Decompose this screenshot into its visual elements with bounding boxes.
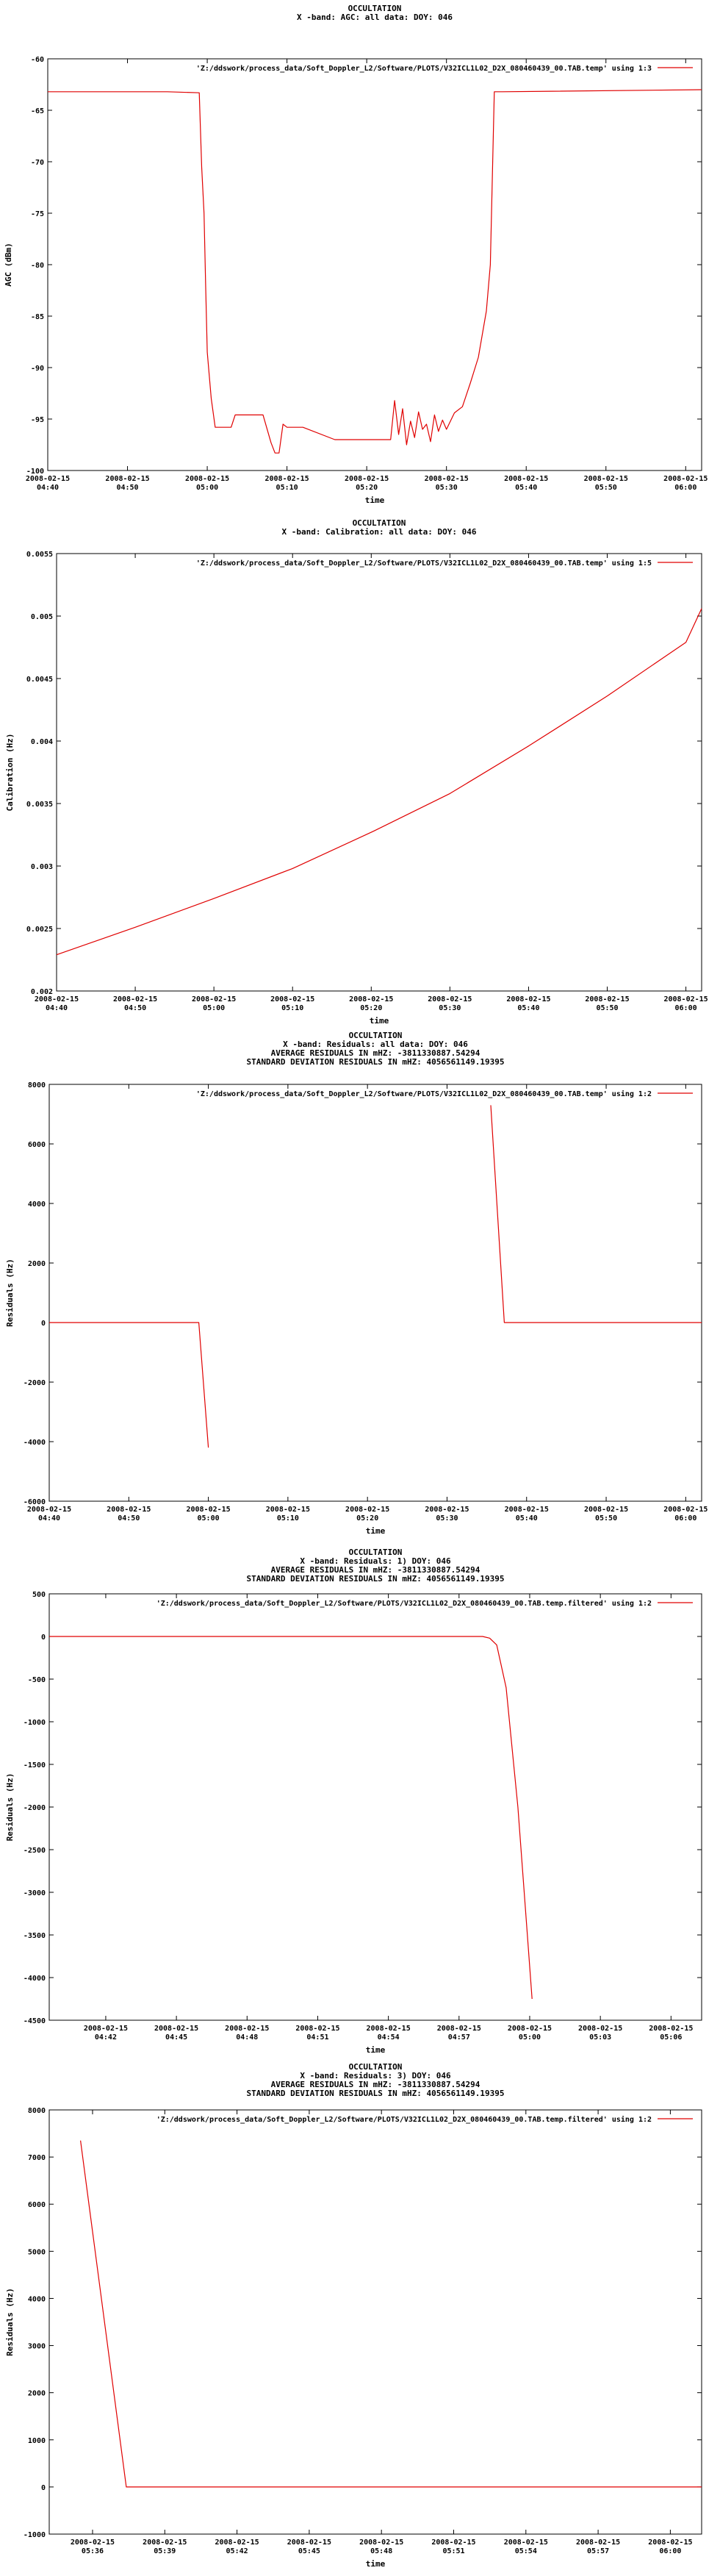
- chart-title-line: AVERAGE RESIDUALS IN mHZ: -3811330887.54294: [270, 2080, 480, 2089]
- x-tick-label-time: 05:54: [514, 2547, 537, 2555]
- y-tick-label: -2000: [23, 1804, 46, 1812]
- x-tick-label-time: 05:45: [298, 2547, 320, 2555]
- legend-label: 'Z:/ddswork/process_data/Soft_Doppler_L2/Software/PLOTS/V32ICL1L02_D2X_080460439_00.TAB.temp.filtered' using 1:2: [156, 2116, 652, 2124]
- chart-title-line: OCCULTATION: [348, 1031, 403, 1040]
- series-line-1: [81, 2141, 702, 2487]
- y-tick-label: -1000: [23, 2531, 46, 2539]
- x-tick-label-date: 2008-02-15: [648, 2539, 693, 2547]
- x-tick-label-time: 04:50: [116, 484, 139, 492]
- y-tick-label: -2000: [23, 1379, 46, 1387]
- x-tick-label-time: 05:36: [81, 2547, 104, 2555]
- chart-svg: [0, 0, 720, 515]
- x-tick-label-time: 05:06: [660, 2033, 683, 2042]
- y-tick-label: -4000: [23, 1975, 46, 1983]
- x-tick-label-date: 2008-02-15: [154, 2025, 199, 2033]
- chart-title-line: X -band: Calibration: all data: DOY: 046: [281, 527, 477, 537]
- chart-title-line: X -band: Residuals: 3) DOY: 046: [300, 2071, 451, 2081]
- y-tick-label: -100: [26, 468, 44, 476]
- y-tick-label: -70: [30, 159, 44, 167]
- x-tick-label-date: 2008-02-15: [431, 2539, 476, 2547]
- x-tick-label-time: 04:40: [45, 1004, 68, 1012]
- chart-title-line: X -band: Residuals: 1) DOY: 046: [300, 1556, 451, 1566]
- chart-panel-4: [0, 1544, 720, 2058]
- x-tick-label-time: 04:50: [124, 1004, 147, 1012]
- chart-title-line: OCCULTATION: [348, 1548, 403, 1557]
- y-tick-label: 4000: [27, 1201, 46, 1209]
- y-tick-label: 4000: [27, 2295, 46, 2304]
- chart-svg: [0, 1029, 720, 1544]
- x-tick-label-date: 2008-02-15: [578, 2025, 623, 2033]
- y-tick-label: 0: [40, 1634, 46, 1642]
- y-tick-label: 5000: [27, 2248, 46, 2257]
- y-tick-label: -6000: [23, 1498, 46, 1506]
- y-tick-label: -65: [30, 107, 44, 115]
- y-tick-label: -75: [30, 210, 44, 218]
- chart-svg: [0, 515, 720, 1029]
- plot-frame: [49, 1594, 702, 2020]
- y-tick-label: 3000: [27, 2342, 46, 2351]
- x-tick-label-date: 2008-02-15: [345, 1506, 390, 1514]
- x-tick-label-date: 2008-02-15: [225, 2025, 270, 2033]
- chart-title-line: STANDARD DEVIATION RESIDUALS IN mHZ: 4056561149.19395: [246, 2089, 505, 2098]
- x-tick-label-time: 05:20: [360, 1004, 383, 1012]
- x-tick-label-time: 06:00: [674, 1514, 697, 1523]
- y-tick-label: 8000: [27, 1081, 46, 1090]
- x-tick-label-date: 2008-02-15: [428, 995, 472, 1003]
- x-tick-label-time: 04:48: [236, 2033, 259, 2042]
- y-tick-label: 0.0025: [26, 926, 53, 934]
- y-axis-label: AGC (dBm): [4, 243, 13, 287]
- x-tick-label-date: 2008-02-15: [425, 1506, 469, 1514]
- x-tick-label-date: 2008-02-15: [184, 475, 230, 483]
- x-axis-label: time: [365, 2559, 386, 2569]
- x-tick-label-time: 05:30: [435, 484, 458, 492]
- x-tick-label-time: 05:40: [515, 1514, 538, 1523]
- x-tick-label-date: 2008-02-15: [143, 2539, 187, 2547]
- chart-title-line: X -band: AGC: all data: DOY: 046: [297, 12, 453, 22]
- x-tick-label-date: 2008-02-15: [345, 475, 389, 483]
- x-axis-label: time: [365, 2045, 386, 2055]
- x-tick-label-date: 2008-02-15: [366, 2025, 411, 2033]
- series-line-1: [48, 90, 702, 453]
- x-axis-label: time: [369, 1016, 389, 1026]
- chart-panel-1: [0, 0, 720, 515]
- x-tick-label-date: 2008-02-15: [105, 475, 150, 483]
- legend-label: 'Z:/ddswork/process_data/Soft_Doppler_L2/Software/PLOTS/V32ICL1L02_D2X_080460439_00.TAB.temp' using 1:3: [195, 65, 652, 73]
- x-tick-label-date: 2008-02-15: [112, 995, 158, 1003]
- y-tick-label: 0.004: [30, 738, 53, 746]
- x-tick-label-date: 2008-02-15: [186, 1506, 231, 1514]
- x-axis-label: time: [365, 1526, 386, 1536]
- x-tick-label-time: 05:20: [356, 484, 378, 492]
- y-tick-label: 8000: [27, 2107, 46, 2115]
- y-tick-label: -4500: [23, 2017, 46, 2025]
- plot-frame: [57, 554, 702, 991]
- x-tick-label-date: 2008-02-15: [663, 1506, 708, 1514]
- x-tick-label-time: 05:50: [596, 1004, 619, 1012]
- legend-label: 'Z:/ddswork/process_data/Soft_Doppler_L2/Software/PLOTS/V32ICL1L02_D2X_080460439_00.TAB.temp' using 1:2: [195, 1090, 652, 1098]
- x-tick-label-date: 2008-02-15: [507, 2025, 552, 2033]
- y-tick-label: 6000: [27, 1141, 46, 1149]
- chart-title-line: AVERAGE RESIDUALS IN mHZ: -3811330887.54294: [270, 1048, 480, 1058]
- x-tick-label-time: 05:10: [276, 1514, 299, 1523]
- x-tick-label-time: 05:40: [517, 1004, 540, 1012]
- y-tick-label: 1000: [27, 2436, 46, 2445]
- x-tick-label-time: 05:00: [203, 1004, 226, 1012]
- x-tick-label-time: 06:00: [674, 1004, 697, 1012]
- x-tick-label-date: 2008-02-15: [424, 475, 469, 483]
- series-line-1: [57, 609, 702, 955]
- x-tick-label-time: 04:51: [306, 2033, 329, 2042]
- x-tick-label-date: 2008-02-15: [25, 475, 71, 483]
- x-tick-label-date: 2008-02-15: [265, 1506, 310, 1514]
- x-tick-label-time: 05:03: [589, 2033, 612, 2042]
- chart-panel-2: [0, 515, 720, 1029]
- chart-panel-5: [0, 2058, 720, 2573]
- x-tick-label-time: 05:42: [226, 2547, 248, 2555]
- y-tick-label: -60: [30, 56, 44, 64]
- series-line-1: [49, 1323, 209, 1448]
- chart-panel-3: [0, 1029, 720, 1544]
- x-tick-label-time: 05:10: [281, 1004, 304, 1012]
- x-tick-label-time: 05:51: [442, 2547, 465, 2555]
- x-tick-label-date: 2008-02-15: [504, 1506, 549, 1514]
- x-tick-label-time: 05:20: [356, 1514, 379, 1523]
- y-tick-label: -1500: [23, 1761, 46, 1770]
- x-tick-label-time: 06:00: [659, 2547, 682, 2555]
- y-tick-label: -85: [30, 313, 44, 321]
- y-axis-label: Residuals (Hz): [5, 1259, 15, 1327]
- y-tick-label: -3500: [23, 1932, 46, 1940]
- x-tick-label-date: 2008-02-15: [585, 995, 630, 1003]
- x-tick-label-time: 04:45: [165, 2033, 188, 2042]
- y-tick-label: -95: [30, 416, 44, 424]
- x-tick-label-date: 2008-02-15: [270, 995, 315, 1003]
- y-tick-label: -3000: [23, 1889, 46, 1897]
- x-tick-label-date: 2008-02-15: [107, 1506, 151, 1514]
- x-tick-label-time: 05:50: [594, 1514, 618, 1523]
- y-tick-label: 2000: [27, 2389, 46, 2398]
- x-tick-label-time: 05:10: [276, 484, 298, 492]
- y-tick-label: -4000: [23, 1439, 46, 1447]
- x-tick-label-time: 04:40: [36, 484, 60, 492]
- x-tick-label-date: 2008-02-15: [504, 475, 549, 483]
- plot-frame: [49, 1084, 702, 1501]
- x-tick-label-date: 2008-02-15: [295, 2025, 340, 2033]
- x-tick-label-time: 05:48: [370, 2547, 393, 2555]
- x-tick-label-time: 05:00: [518, 2033, 541, 2042]
- y-tick-label: 6000: [27, 2201, 46, 2210]
- y-tick-label: -90: [30, 365, 44, 373]
- x-tick-label-time: 04:50: [118, 1514, 140, 1523]
- x-tick-label-date: 2008-02-15: [83, 2025, 129, 2033]
- x-tick-label-time: 05:00: [197, 1514, 220, 1523]
- x-tick-label-date: 2008-02-15: [34, 995, 79, 1003]
- chart-title-line: STANDARD DEVIATION RESIDUALS IN mHZ: 4056561149.19395: [246, 1574, 505, 1584]
- x-tick-label-date: 2008-02-15: [663, 995, 708, 1003]
- x-tick-label-date: 2008-02-15: [583, 1506, 629, 1514]
- x-tick-label-time: 05:57: [587, 2547, 610, 2555]
- x-tick-label-date: 2008-02-15: [359, 2539, 404, 2547]
- chart-title-line: AVERAGE RESIDUALS IN mHZ: -3811330887.54294: [270, 1565, 480, 1575]
- x-tick-label-date: 2008-02-15: [575, 2539, 621, 2547]
- y-tick-label: 0.005: [30, 613, 53, 621]
- x-tick-label-date: 2008-02-15: [192, 995, 237, 1003]
- x-tick-label-time: 05:40: [515, 484, 538, 492]
- plot-frame: [48, 59, 702, 471]
- x-tick-label-date: 2008-02-15: [506, 995, 551, 1003]
- x-tick-label-time: 05:00: [196, 484, 219, 492]
- x-tick-label-time: 04:57: [447, 2033, 470, 2042]
- y-tick-label: -1000: [23, 1719, 46, 1727]
- x-tick-label-time: 05:39: [154, 2547, 176, 2555]
- y-axis-label: Residuals (Hz): [5, 1772, 15, 1842]
- x-tick-label-date: 2008-02-15: [287, 2539, 331, 2547]
- y-tick-label: 500: [32, 1591, 46, 1599]
- x-tick-label-date: 2008-02-15: [583, 475, 628, 483]
- y-tick-label: 0: [40, 1320, 46, 1328]
- y-tick-label: 0.0045: [26, 676, 53, 684]
- series-line-1: [49, 1636, 532, 1999]
- y-tick-label: 0: [40, 2483, 46, 2492]
- legend-label: 'Z:/ddswork/process_data/Soft_Doppler_L2/Software/PLOTS/V32ICL1L02_D2X_080460439_00.TAB.temp.filtered' using 1:2: [156, 1600, 652, 1608]
- chart-title-line: X -band: Residuals: all data: DOY: 046: [283, 1040, 468, 1049]
- x-tick-label-date: 2008-02-15: [663, 475, 708, 483]
- legend-label: 'Z:/ddswork/process_data/Soft_Doppler_L2/Software/PLOTS/V32ICL1L02_D2X_080460439_00.TAB.temp' using 1:5: [195, 559, 652, 568]
- chart-svg: [0, 2058, 720, 2573]
- y-tick-label: -80: [30, 262, 44, 270]
- x-tick-label-date: 2008-02-15: [436, 2025, 481, 2033]
- x-tick-label-time: 06:00: [674, 484, 697, 492]
- x-tick-label-date: 2008-02-15: [503, 2539, 548, 2547]
- chart-svg: [0, 1544, 720, 2058]
- y-tick-label: 0.003: [30, 863, 53, 871]
- chart-title-line: OCCULTATION: [348, 2062, 403, 2072]
- x-tick-label-date: 2008-02-15: [349, 995, 394, 1003]
- y-tick-label: 0.002: [30, 988, 53, 996]
- x-tick-label-date: 2008-02-15: [70, 2539, 115, 2547]
- y-tick-label: 7000: [27, 2154, 46, 2163]
- x-tick-label-time: 05:30: [436, 1514, 458, 1523]
- y-tick-label: 0.0035: [26, 801, 53, 809]
- y-axis-label: Calibration (Hz): [5, 733, 15, 812]
- chart-title-line: OCCULTATION: [352, 518, 406, 528]
- x-tick-label-time: 04:42: [94, 2033, 117, 2042]
- x-tick-label-time: 04:40: [37, 1514, 61, 1523]
- y-tick-label: -2500: [23, 1847, 46, 1855]
- y-axis-label: Residuals (Hz): [5, 2288, 15, 2356]
- x-axis-label: time: [364, 495, 385, 505]
- x-tick-label-date: 2008-02-15: [26, 1506, 72, 1514]
- x-tick-label-date: 2008-02-15: [215, 2539, 259, 2547]
- series-line-2: [491, 1105, 702, 1323]
- x-tick-label-time: 05:50: [594, 484, 617, 492]
- x-tick-label-time: 04:54: [377, 2033, 400, 2042]
- y-tick-label: 0.0055: [26, 551, 53, 559]
- x-tick-label-date: 2008-02-15: [264, 475, 309, 483]
- plot-frame: [49, 2110, 702, 2534]
- x-tick-label-date: 2008-02-15: [649, 2025, 694, 2033]
- y-tick-label: 2000: [27, 1260, 46, 1268]
- chart-title-line: OCCULTATION: [348, 4, 402, 13]
- x-tick-label-time: 05:30: [439, 1004, 461, 1012]
- chart-title-line: STANDARD DEVIATION RESIDUALS IN mHZ: 4056561149.19395: [246, 1057, 505, 1067]
- y-tick-label: -500: [27, 1676, 46, 1684]
